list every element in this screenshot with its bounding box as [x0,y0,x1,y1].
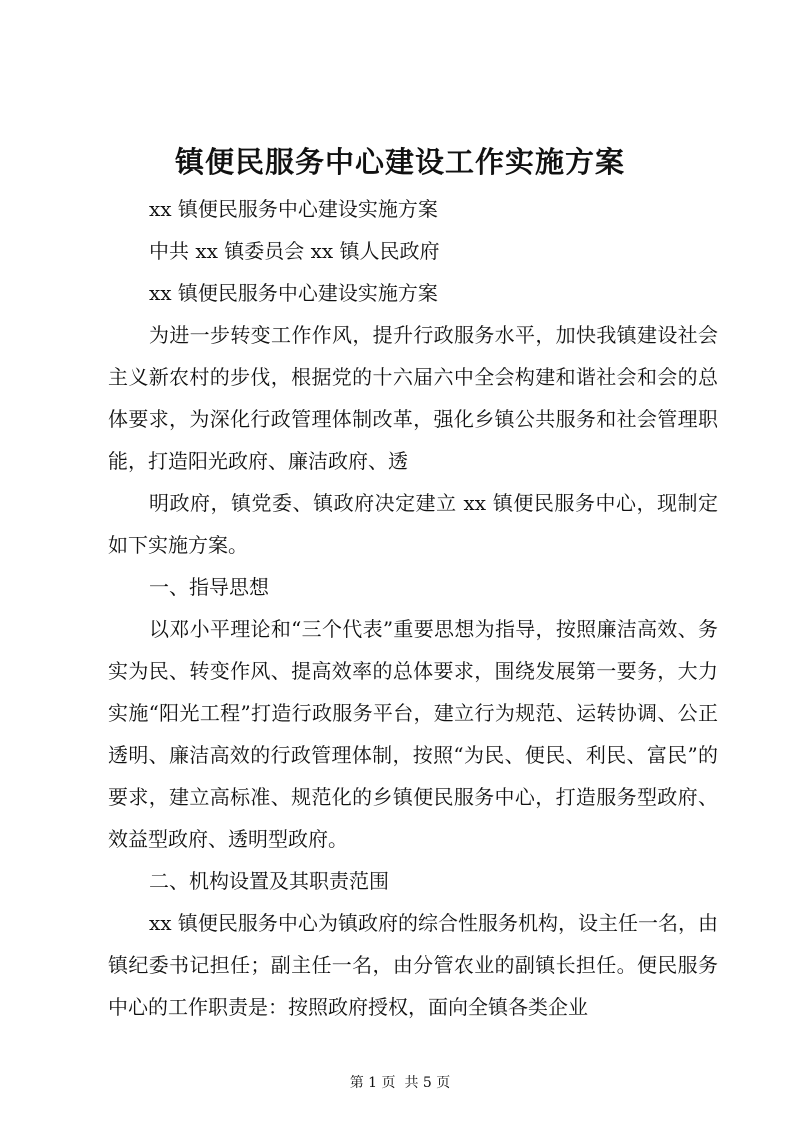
section-heading-guiding-ideology: 一、指导思想 [149,575,269,599]
paragraph-plan-name: xx 镇便民服务中心建设实施方案 [149,281,438,305]
paragraph-issuer: 中共 xx 镇委员会 xx 镇人民政府 [149,239,440,263]
paragraph-guiding-ideology: 以邓小平理论和“三个代表”重要思想为指导，按照廉洁高效、务实为民、转变作风、提高效率的总体要求，围绕发展第一要务，大力实施“阳光工程”打造行政服务平台，建立行为规范、运转协调、公正透明、廉洁高效的行政管理体制，按照“为民、便民、利民、富民”的要求，建立高标准、规范化的乡镇便民服务中心，打造服务型政府、效益型政府、透明型政府。 [108,617,718,851]
paragraph-intro-continued: 明政府，镇党委、镇政府决定建立 xx 镇便民服务中心，现制定如下实施方案。 [108,491,718,557]
document-body [108,188,718,1028]
page-footer: 第 1 页 共 5 页 [349,1075,451,1091]
section-heading-organization: 二、机构设置及其职责范围 [149,869,389,893]
paragraph-subtitle: xx 镇便民服务中心建设实施方案 [149,197,438,221]
paragraph-organization: xx 镇便民服务中心为镇政府的综合性服务机构，设主任一名，由镇纪委书记担任；副主任一名，由分管农业的副镇长担任。便民服务中心的工作职责是：按照政府授权，面向全镇各类企业 [108,911,718,1019]
paragraph-intro: 为进一步转变工作作风，提升行政服务水平，加快我镇建设社会主义新农村的步伐，根据党的十六届六中全会构建和谐社会和会的总体要求，为深化行政管理体制改革，强化乡镇公共服务和社会管理职能，打造阳光政府、廉洁政府、透 [108,323,718,473]
document-title: 镇便民服务中心建设工作实施方案 [174,145,625,179]
